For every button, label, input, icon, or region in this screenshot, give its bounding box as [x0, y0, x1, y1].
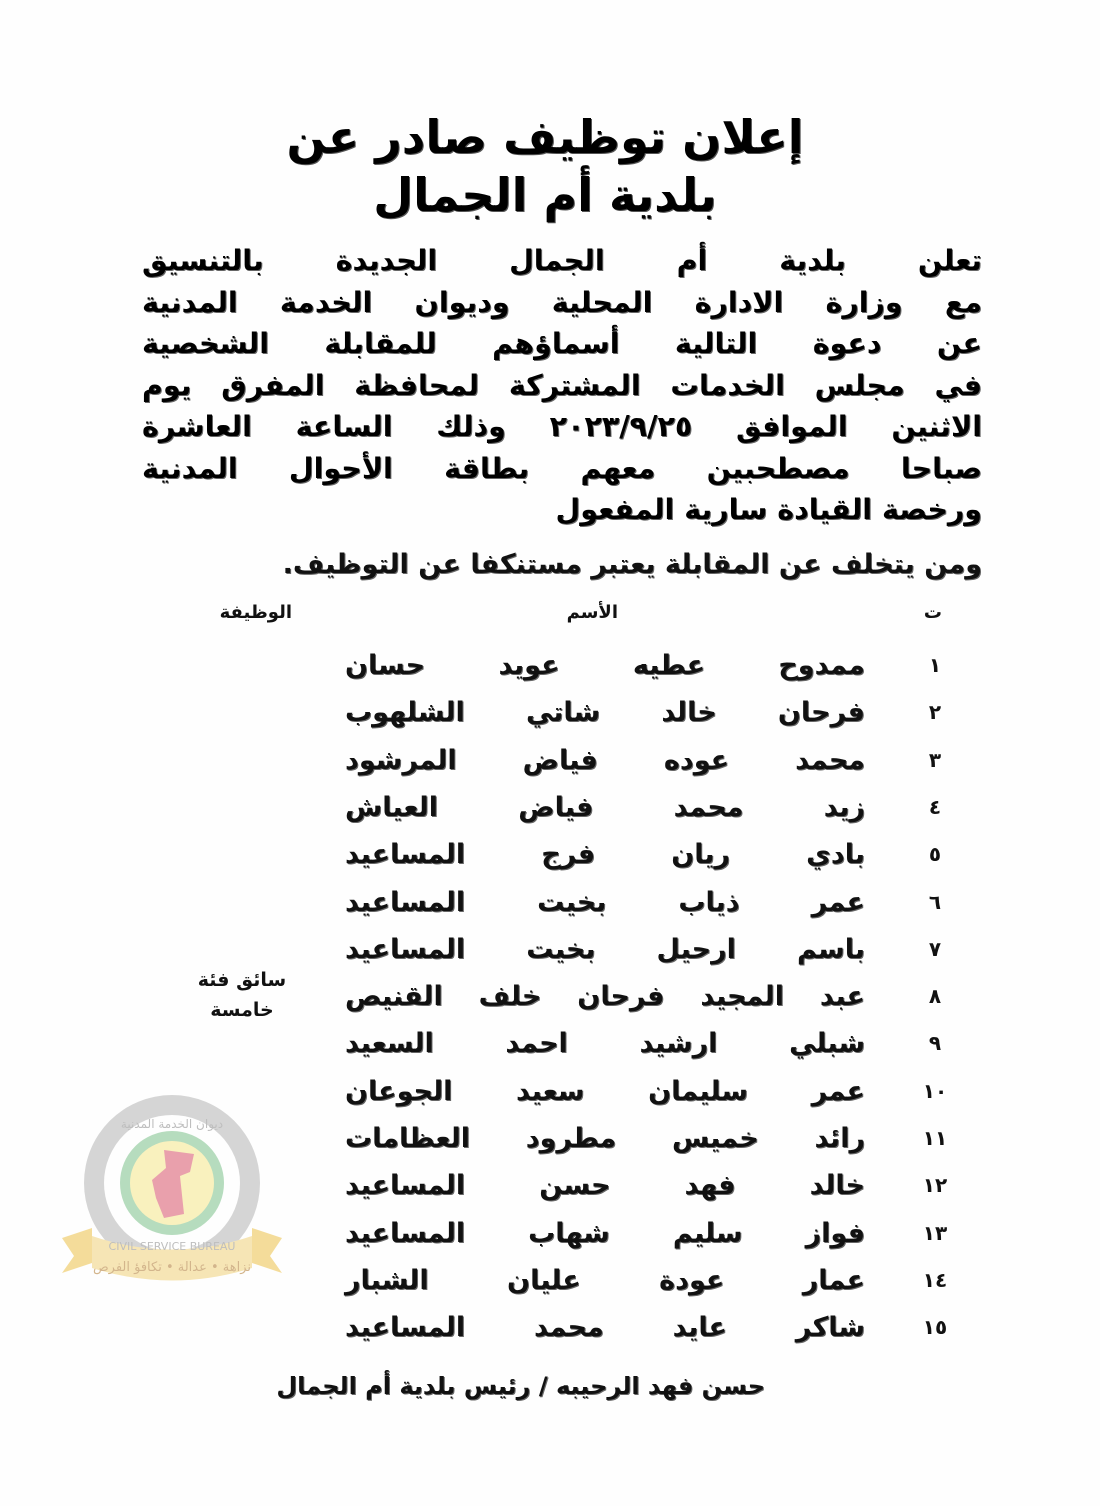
candidate-number: ٧: [928, 936, 942, 961]
candidate-number: ١٢: [922, 1173, 948, 1198]
candidate-number: ١٥: [922, 1315, 948, 1340]
candidate-number: ٥: [928, 842, 942, 867]
candidate-row: [0, 973, 1100, 1020]
candidate-row: [0, 642, 1100, 689]
title-line-2: بلدية أم الجمال: [373, 168, 717, 222]
job-title-line-1: سائق فئة: [197, 969, 287, 991]
candidate-row: [0, 879, 1100, 926]
candidate-name: شاكر عايد محمد المساعيد: [345, 1312, 865, 1344]
candidate-name: عبد المجيد فرحان خلف القنيص: [345, 981, 865, 1013]
candidate-name: خالد فهد حسن المساعيد: [345, 1170, 865, 1202]
body-line: تعلن بلدية أم الجمال الجديدة بالتنسيق: [142, 244, 982, 277]
ribbon-right-tail: [252, 1228, 282, 1273]
candidate-row: [0, 831, 1100, 878]
candidate-row: [0, 784, 1100, 831]
candidate-number: ١٣: [922, 1220, 948, 1245]
candidate-name: عمر ذياب بخيت المساعيد: [345, 886, 865, 918]
header-job: الوظيفة: [219, 602, 292, 623]
absence-warning: ومن يتخلف عن المقابلة يعتبر مستنكفا عن التوظيف.: [282, 549, 982, 580]
seal-english-name: CIVIL SERVICE BUREAU: [108, 1240, 236, 1253]
candidate-number: ٤: [928, 794, 942, 819]
candidate-number: ٩: [928, 1031, 942, 1056]
candidate-number: ١٠: [922, 1078, 948, 1103]
job-title: [182, 965, 302, 1025]
seal-arabic-name: ديوان الخدمة المدنية: [120, 1117, 224, 1131]
candidate-row: [0, 1020, 1100, 1067]
candidate-name: محمد عوده فياض المرشود: [345, 744, 865, 776]
header-number: ت: [923, 602, 942, 623]
seal-motto: نزاهة • عدالة • تكافؤ الفرص: [92, 1260, 252, 1275]
job-title-line-2: خامسة: [210, 999, 274, 1021]
candidate-row: [0, 926, 1100, 973]
candidate-number: ٨: [928, 984, 942, 1009]
body-line: مع وزارة الادارة المحلية وديوان الخدمة المدنية: [142, 285, 982, 319]
candidate-row: [0, 1304, 1100, 1351]
candidate-name: رائد خميس مطرود العظامات: [345, 1123, 865, 1154]
header-name: الأسم: [566, 602, 618, 623]
candidate-name: فرحان خالد شاتي الشلهوب: [345, 697, 865, 729]
candidate-name: باسم ارحيل بخيت المساعيد: [345, 933, 865, 965]
body-line: ورخصة القيادة سارية المفعول: [555, 493, 982, 526]
candidate-number: ١: [928, 653, 942, 677]
signature: حسن فهد الرحيبه / رئيس بلدية أم الجمال: [276, 1372, 765, 1400]
candidate-number: ٣: [928, 747, 942, 772]
body-line: عن دعوة التالية أسماؤهم للمقابلة الشخصية: [142, 327, 982, 360]
candidate-row: [0, 737, 1100, 784]
ribbon-left-tail: [62, 1228, 92, 1273]
candidate-name: ممدوح عطيه عويد حسان: [345, 650, 865, 681]
body-line: الاثنين الموافق ٢٠٢٣/٩/٢٥ وذلك الساعة العاشرة: [142, 410, 982, 443]
candidate-number: ٦: [928, 889, 942, 914]
title-line-1: إعلان توظيف صادر عن: [286, 110, 804, 164]
candidate-number: ١٤: [922, 1267, 948, 1292]
candidate-row: [0, 689, 1100, 736]
candidate-number: ١١: [922, 1126, 948, 1150]
candidate-name: زيد محمد فياض العياش: [345, 791, 865, 823]
candidate-number: ٢: [928, 700, 942, 725]
candidate-name: فواز سليم شهاب المساعيد: [345, 1217, 865, 1249]
candidate-name: عمر سليمان سعيد الجوعان: [345, 1075, 865, 1107]
body-line: في مجلس الخدمات المشتركة لمحافظة المفرق يوم: [142, 368, 982, 402]
candidate-name: بادي ريان فرج المساعيد: [345, 839, 865, 871]
civil-service-bureau-seal-icon: [52, 1088, 292, 1298]
body-line: صباحا مصطحبين معهم بطاقة الأحوال المدنية: [142, 451, 982, 485]
candidate-name: شبلي ارشيد احمد السعيد: [345, 1028, 865, 1060]
announcement-title: [225, 108, 865, 224]
candidate-name: عمار عودة عليان الشبار: [345, 1264, 865, 1296]
announcement-body: [142, 240, 982, 531]
